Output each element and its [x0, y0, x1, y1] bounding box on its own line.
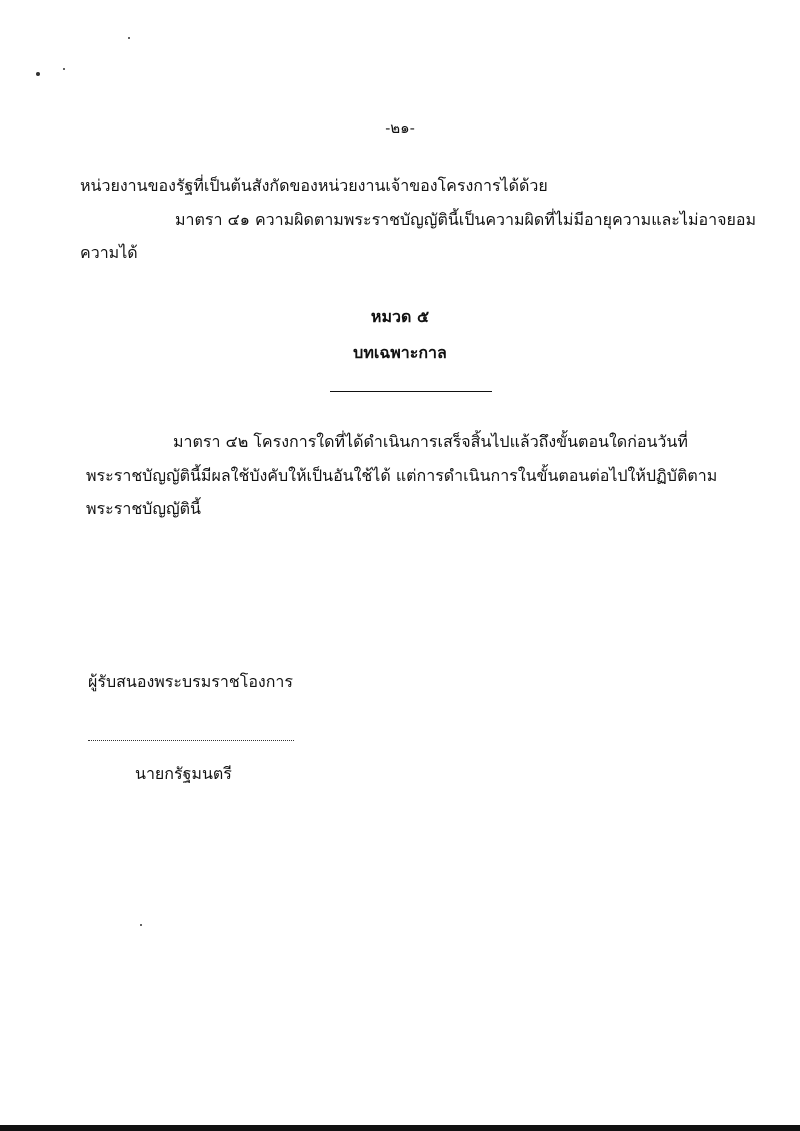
section-42-line-3: พระราชบัญญัตินี้: [86, 499, 201, 518]
scan-border: [0, 1125, 800, 1131]
section-42-line-1: มาตรา ๔๒ โครงการใดที่ได้ดำเนินการเสร็จสิ้นไปแล้วถึงขั้นตอนใดก่อนวันที่: [173, 432, 688, 451]
scan-speck: [63, 68, 65, 70]
chapter-title: หมวด ๕: [370, 307, 430, 326]
scan-speck: [36, 72, 40, 76]
scan-speck: [140, 924, 142, 926]
page-number: -๒๑-: [385, 119, 415, 137]
scan-speck: [128, 37, 130, 39]
prime-minister-title: นายกรัฐมนตรี: [135, 764, 232, 783]
section-42-line-2: พระราชบัญญัตินี้มีผลใช้บังคับให้เป็นอันใช้ได้ แต่การดำเนินการในขั้นตอนต่อไปให้ปฏิบัติตาม: [86, 466, 718, 485]
countersign-label: ผู้รับสนองพระบรมราชโองการ: [88, 672, 293, 691]
section-41-line-2: ความได้: [80, 243, 138, 262]
continuation-line: หน่วยงานของรัฐที่เป็นต้นสังกัดของหน่วยงานเจ้าของโครงการได้ด้วย: [80, 176, 548, 195]
signature-line: [88, 740, 294, 741]
chapter-subtitle: บทเฉพาะกาล: [353, 343, 447, 362]
section-41-line-1: มาตรา ๔๑ ความผิดตามพระราชบัญญัตินี้เป็นความผิดที่ไม่มีอายุความและไม่อาจยอม: [175, 210, 756, 229]
chapter-divider: [330, 391, 492, 392]
